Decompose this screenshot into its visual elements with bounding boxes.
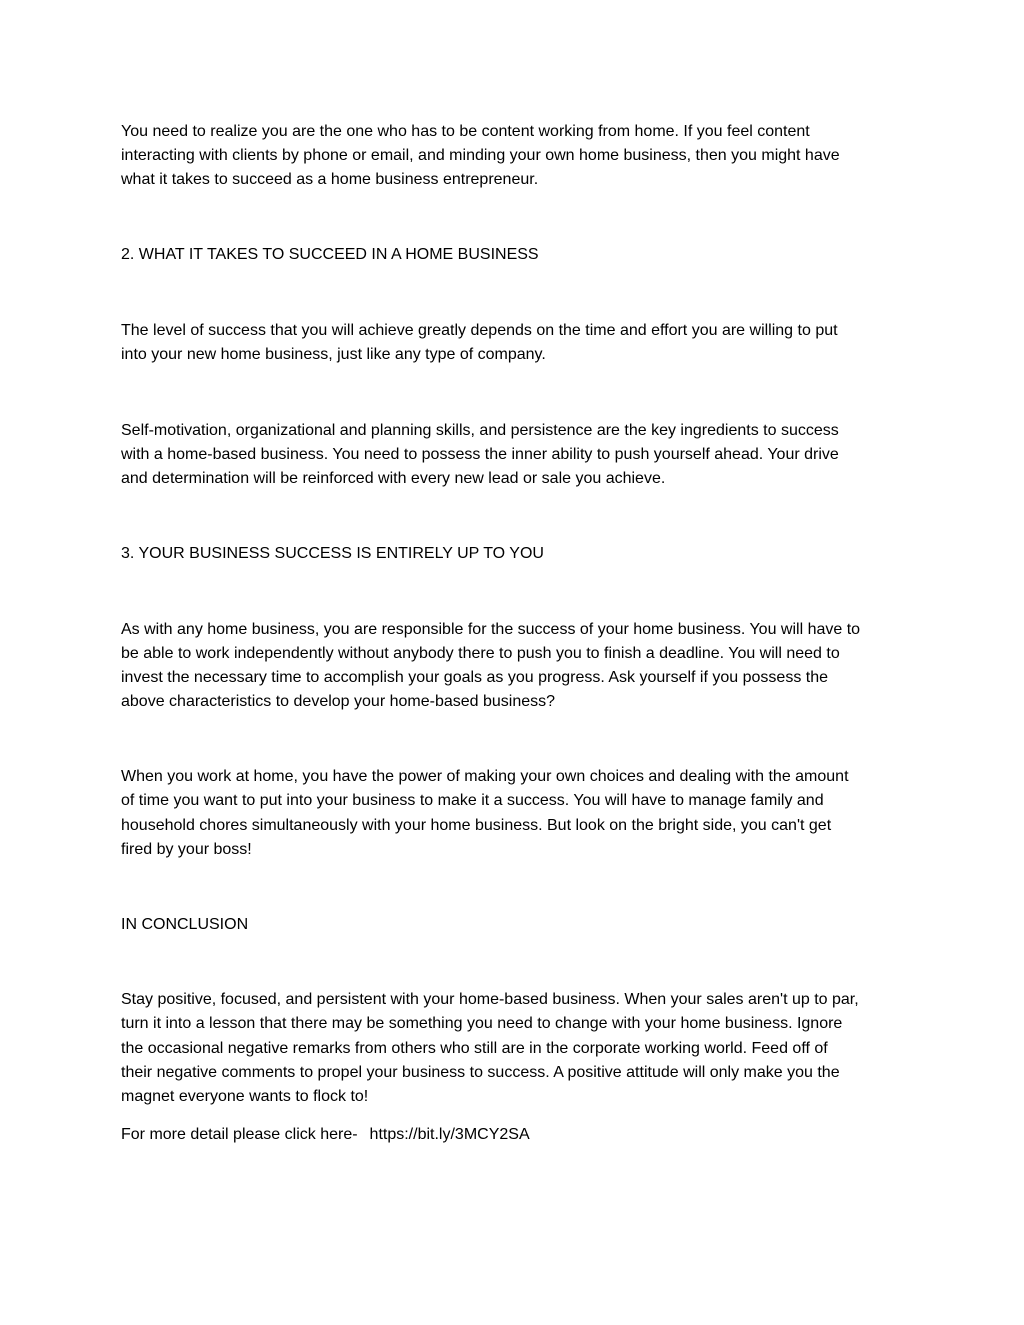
section-heading: 3. YOUR BUSINESS SUCCESS IS ENTIRELY UP TO YOU: [121, 545, 544, 562]
paragraph-line: interacting with clients by phone or email, and minding your own home business, then you might have: [121, 147, 840, 164]
paragraph-line: with a home-based business. You need to possess the inner ability to push yourself ahead. Your drive: [121, 446, 839, 463]
paragraph-line: their negative comments to propel your business to success. A positive attitude will only make you the: [121, 1064, 840, 1081]
paragraph-line: When you work at home, you have the power of making your own choices and dealing with the amount: [121, 768, 849, 785]
section-heading: 2. WHAT IT TAKES TO SUCCEED IN A HOME BUSINESS: [121, 246, 539, 263]
paragraph-line: of time you want to put into your business to make it a success. You will have to manage family and: [121, 792, 824, 809]
paragraph-line: invest the necessary time to accomplish your goals as you progress. Ask yourself if you possess the: [121, 669, 828, 686]
link-prompt: For more detail please click here-: [121, 1126, 358, 1143]
paragraph-line: what it takes to succeed as a home business entrepreneur.: [121, 171, 539, 188]
paragraph-line: The level of success that you will achieve greatly depends on the time and effort you are willing to put: [121, 322, 838, 339]
paragraph-line: and determination will be reinforced with every new lead or sale you achieve.: [121, 470, 666, 487]
bitly-link[interactable]: https://bit.ly/3MCY2SA: [369, 1126, 530, 1143]
paragraph-line: be able to work independently without anybody there to push you to finish a deadline. You will need to: [121, 645, 840, 662]
paragraph-line: household chores simultaneously with your home business. But look on the bright side, you can't get: [121, 817, 832, 834]
paragraph-line: turn it into a lesson that there may be something you need to change with your home business. Ignore: [121, 1015, 843, 1032]
footer-line: [121, 1123, 530, 1147]
section-heading: IN CONCLUSION: [121, 916, 249, 933]
paragraph-line: above characteristics to develop your home-based business?: [121, 693, 556, 710]
paragraph-line: magnet everyone wants to flock to!: [121, 1088, 369, 1105]
paragraph-line: Self-motivation, organizational and planning skills, and persistence are the key ingredients to success: [121, 422, 839, 439]
paragraph-line: As with any home business, you are responsible for the success of your home business. You will have to: [121, 621, 861, 638]
paragraph-line: You need to realize you are the one who has to be content working from home. If you feel content: [121, 123, 810, 140]
paragraph-line: fired by your boss!: [121, 841, 252, 858]
paragraph-line: the occasional negative remarks from others who still are in the corporate working world. Feed off of: [121, 1040, 828, 1057]
paragraph-line: into your new home business, just like any type of company.: [121, 346, 546, 363]
paragraph-line: Stay positive, focused, and persistent with your home-based business. When your sales aren't up to par,: [121, 991, 859, 1008]
